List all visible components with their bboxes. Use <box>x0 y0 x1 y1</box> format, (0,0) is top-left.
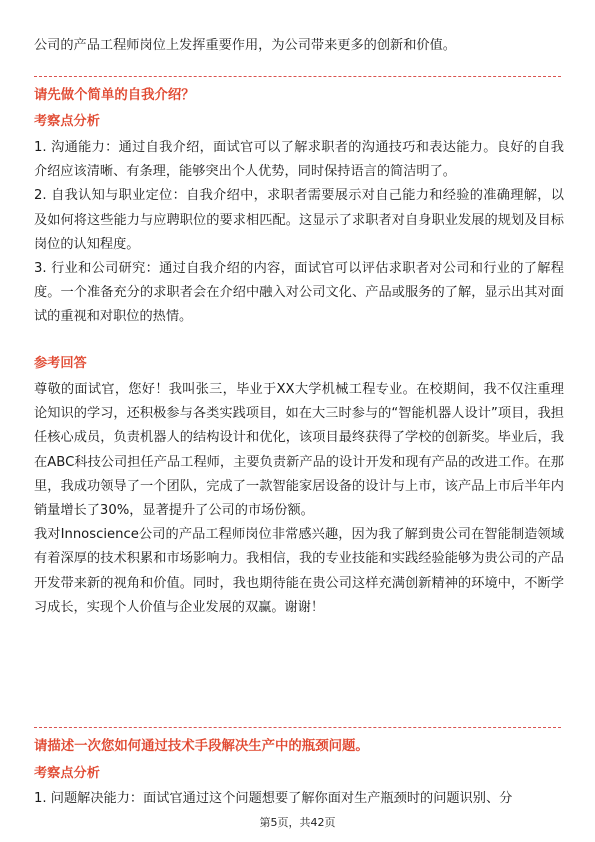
analysis-label: 考察点分析 <box>34 114 100 129</box>
question-heading: 请描述一次您如何通过技术手段解决生产中的瓶颈问题。 <box>34 739 369 754</box>
answer-block <box>34 378 564 620</box>
analysis-point: 2. 自我认知与职业定位：自我介绍中，求职者需要展示对自己能力和经验的准确理解，以及如何将这些能力与应聘职位的要求相匹配。这显示了求职者对自身职业发展的规划及目标岗位的认知程度。 <box>34 188 564 252</box>
question-heading: 请先做个简单的自我介绍？ <box>34 88 195 103</box>
section-divider <box>34 76 561 77</box>
analysis-point: 3. 行业和公司研究：通过自我介绍的内容，面试官可以评估求职者对公司和行业的了解程度。一个准备充分的求职者会在介绍中融入对公司文化、产品或服务的了解，显示出其对面试的重视和对职位的热情。 <box>34 261 564 325</box>
answer-paragraph: 尊敬的面试官，您好！我叫张三，毕业于XX大学机械工程专业。在校期间，我不仅注重理论知识的学习，还积极参与各类实践项目，如在大三时参与的“智能机器人设计”项目，我担任核心成员，负责机器人的结构设计和优化，该项目最终获得了学校的创新奖。毕业后，我在ABC科技公司担任产品工程师，主要负责新产品的设计开发和现有产品的改进工作。在那里，我成功领导了一个团队，完成了一款智能家居设备的设计与上市，该产品上市后半年内销量增长了30%，显著提升了公司的市场份额。 <box>34 382 564 519</box>
intro-text: 公司的产品工程师岗位上发挥重要作用，为公司带来更多的创新和价值。 <box>34 38 456 53</box>
analysis-block <box>34 136 564 330</box>
page-number: 第5页，共42页 <box>259 816 336 829</box>
answer-paragraph: 我对Innoscience公司的产品工程师岗位非常感兴趣，因为我了解到贵公司在智能制造领域有着深厚的技术积累和市场影响力。我相信，我的专业技能和实践经验能够为贵公司的产品开发带来新的视角和价值。同时，我也期待能在贵公司这样充满创新精神的环境中，不断学习成长，实现个人价值与企业发展的双赢。谢谢！ <box>34 527 564 615</box>
analysis-block <box>34 787 564 811</box>
section-divider <box>34 727 561 728</box>
analysis-label: 考察点分析 <box>34 766 100 781</box>
analysis-point: 1. 沟通能力：通过自我介绍，面试官可以了解求职者的沟通技巧和表达能力。良好的自我介绍应该清晰、有条理，能够突出个人优势，同时保持语言的简洁明了。 <box>34 140 564 180</box>
answer-label: 参考回答 <box>34 356 87 371</box>
analysis-point: 1. 问题解决能力：面试官通过这个问题想要了解你面对生产瓶颈时的问题识别、分 <box>34 791 513 806</box>
